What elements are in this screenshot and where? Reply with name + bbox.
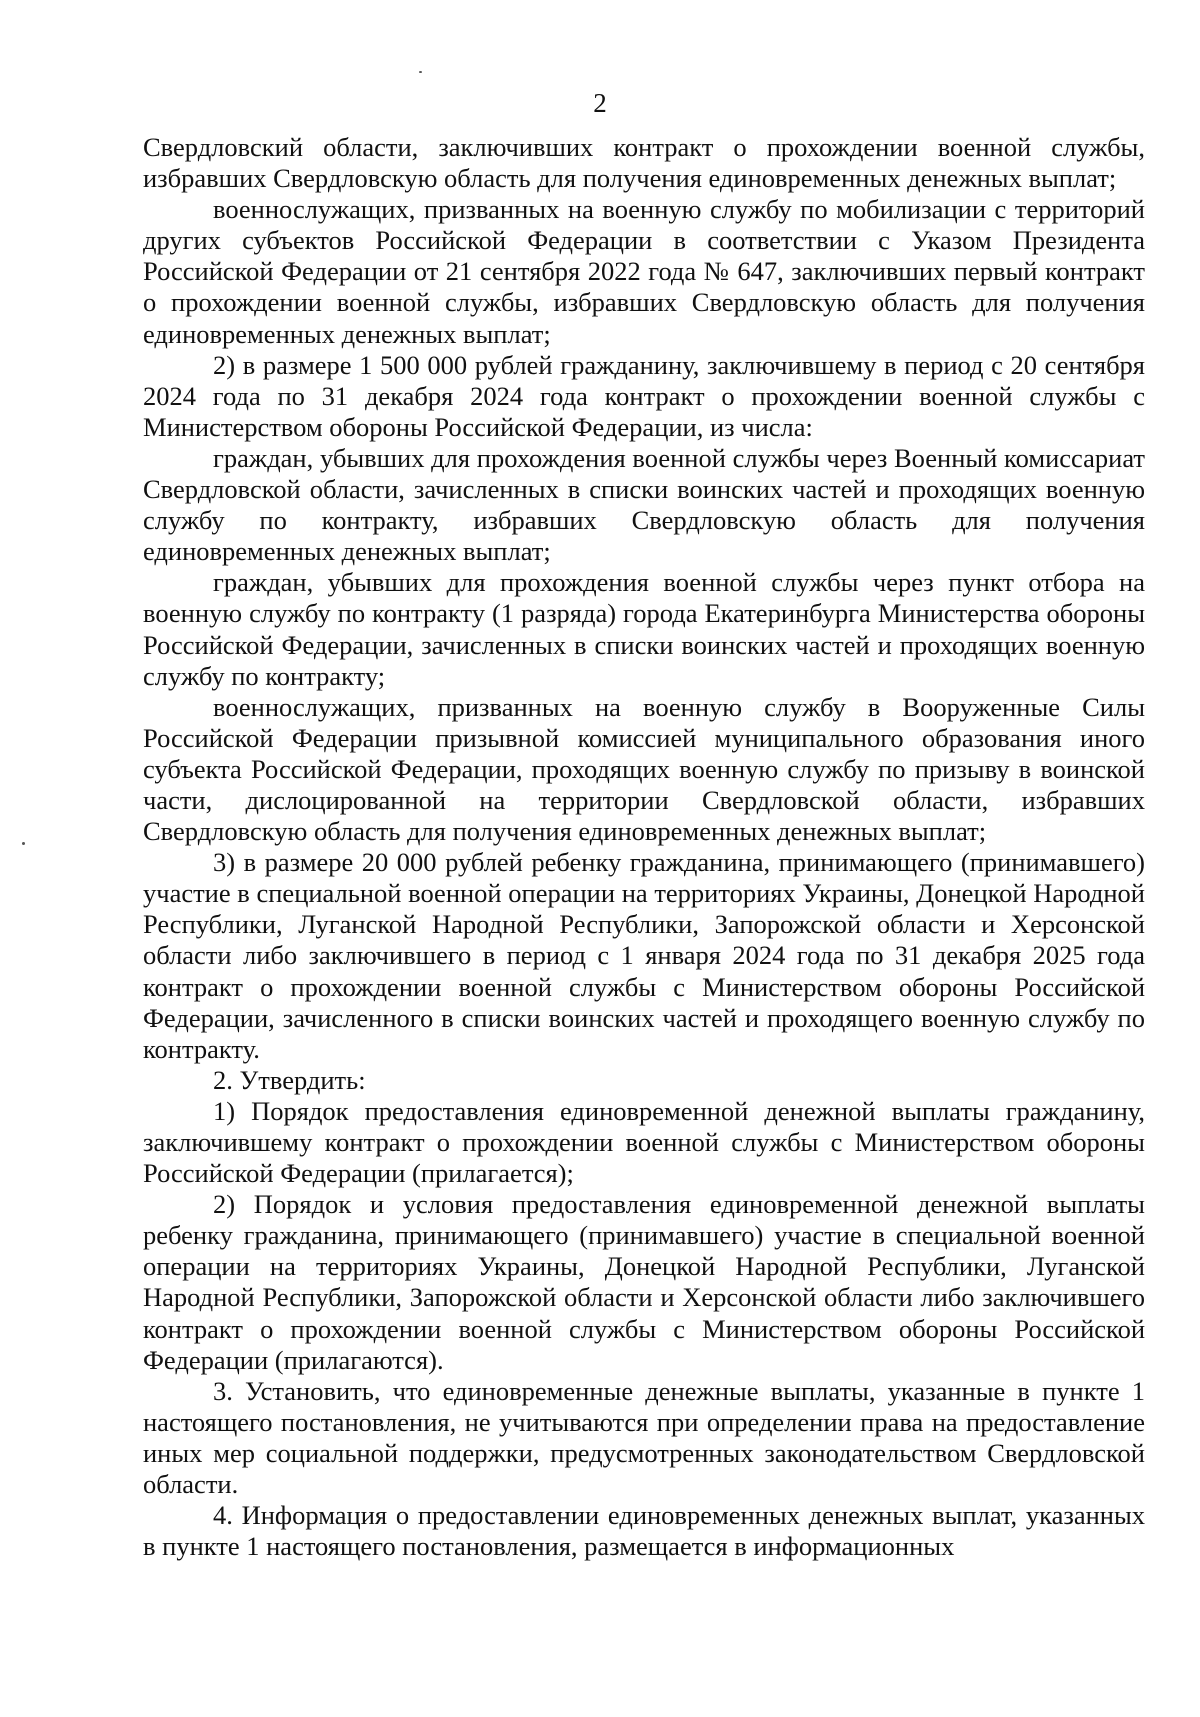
paragraph: 3. Установить, что единовременные денежные выплаты, указанные в пункте 1 настоящего постановления, не учитываются при определении права на предоставление иных мер социальной поддержки, предусмотренных законодательством Свердловской области. bbox=[143, 1375, 1145, 1500]
paragraph: граждан, убывших для прохождения военной службы через пункт отбора на военную службу по контракту (1 разряда) города Екатеринбурга Министерства обороны Российской Федерации, зачисленных в списки воинских частей и проходящих военную службу по контракту; bbox=[143, 567, 1145, 691]
scan-speck bbox=[419, 71, 422, 73]
paragraph: 1) Порядок предоставления единовременной денежной выплаты гражданину, заключившему контракт о прохождении военной службы с Министерством обороны Российской Федерации (прилагается); bbox=[143, 1095, 1145, 1189]
paragraph: 2) Порядок и условия предоставления единовременной денежной выплаты ребенку гражданина, принимающего (принимавшего) участие в специальной военной операции на территориях Украины, Донецкой Народной Республики, Луганской Народной Республики, Запорожской области и Херсонской области либо заключившего контракт о прохождении военной службы с Министерством обороны Российской Федерации (прилагаются). bbox=[143, 1189, 1145, 1375]
paragraph: Свердловский области, заключивших контракт о прохождении военной службы, избравших Свердловскую область для получения единовременных денежных выплат; bbox=[143, 132, 1145, 194]
paragraph: граждан, убывших для прохождения военной службы через Военный комиссариат Свердловской области, зачисленных в списки воинских частей и проходящих военную службу по контракту, избравших Свердловскую область для получения единовременных денежных выплат; bbox=[143, 442, 1145, 567]
paragraph: 2) в размере 1 500 000 рублей гражданину, заключившему в период с 20 сентября 2024 года по 31 декабря 2024 года контракт о прохождении военной службы с Министерством обороны Российской Федерации, из числа: bbox=[143, 349, 1145, 442]
paragraph: 3) в размере 20 000 рублей ребенку гражданина, принимающего (принимавшего) участие в специальной военной операции на территориях Украины, Донецкой Народной Республики, Луганской Народной Республики, Запорожской области и Херсонской области либо заключившего в период с 1 января 2024 года по 31 декабря 2025 года контракт о прохождении военной службы с Министерством обороны Российской Федерации, зачисленного в списки воинских частей и проходящего военную службу по контракту. bbox=[143, 847, 1145, 1064]
paragraph: 2. Утвердить: bbox=[213, 1064, 366, 1095]
scan-speck bbox=[22, 842, 25, 845]
document-body bbox=[143, 132, 1145, 1562]
page-number: 2 bbox=[593, 88, 607, 118]
paragraph: военнослужащих, призванных на военную службу по мобилизации с территорий других субъектов Российской Федерации в соответствии с Указом Президента Российской Федерации от 21 сентября 2022 года № 647, заключивших первый контракт о прохождении военной службы, избравших Свердловскую область для получения единовременных денежных выплат; bbox=[143, 194, 1145, 349]
paragraph: 4. Информация о предоставлении единовременных денежных выплат, указанных в пункте 1 настоящего постановления, размещается в информационных bbox=[143, 1500, 1145, 1562]
paragraph: военнослужащих, призванных на военную службу в Вооруженные Силы Российской Федерации призывной комиссией муниципального образования иного субъекта Российской Федерации, проходящих военную службу по призыву в воинской части, дислоцированной на территории Свердловской области, избравших Свердловскую область для получения единовременных денежных выплат; bbox=[143, 691, 1145, 847]
